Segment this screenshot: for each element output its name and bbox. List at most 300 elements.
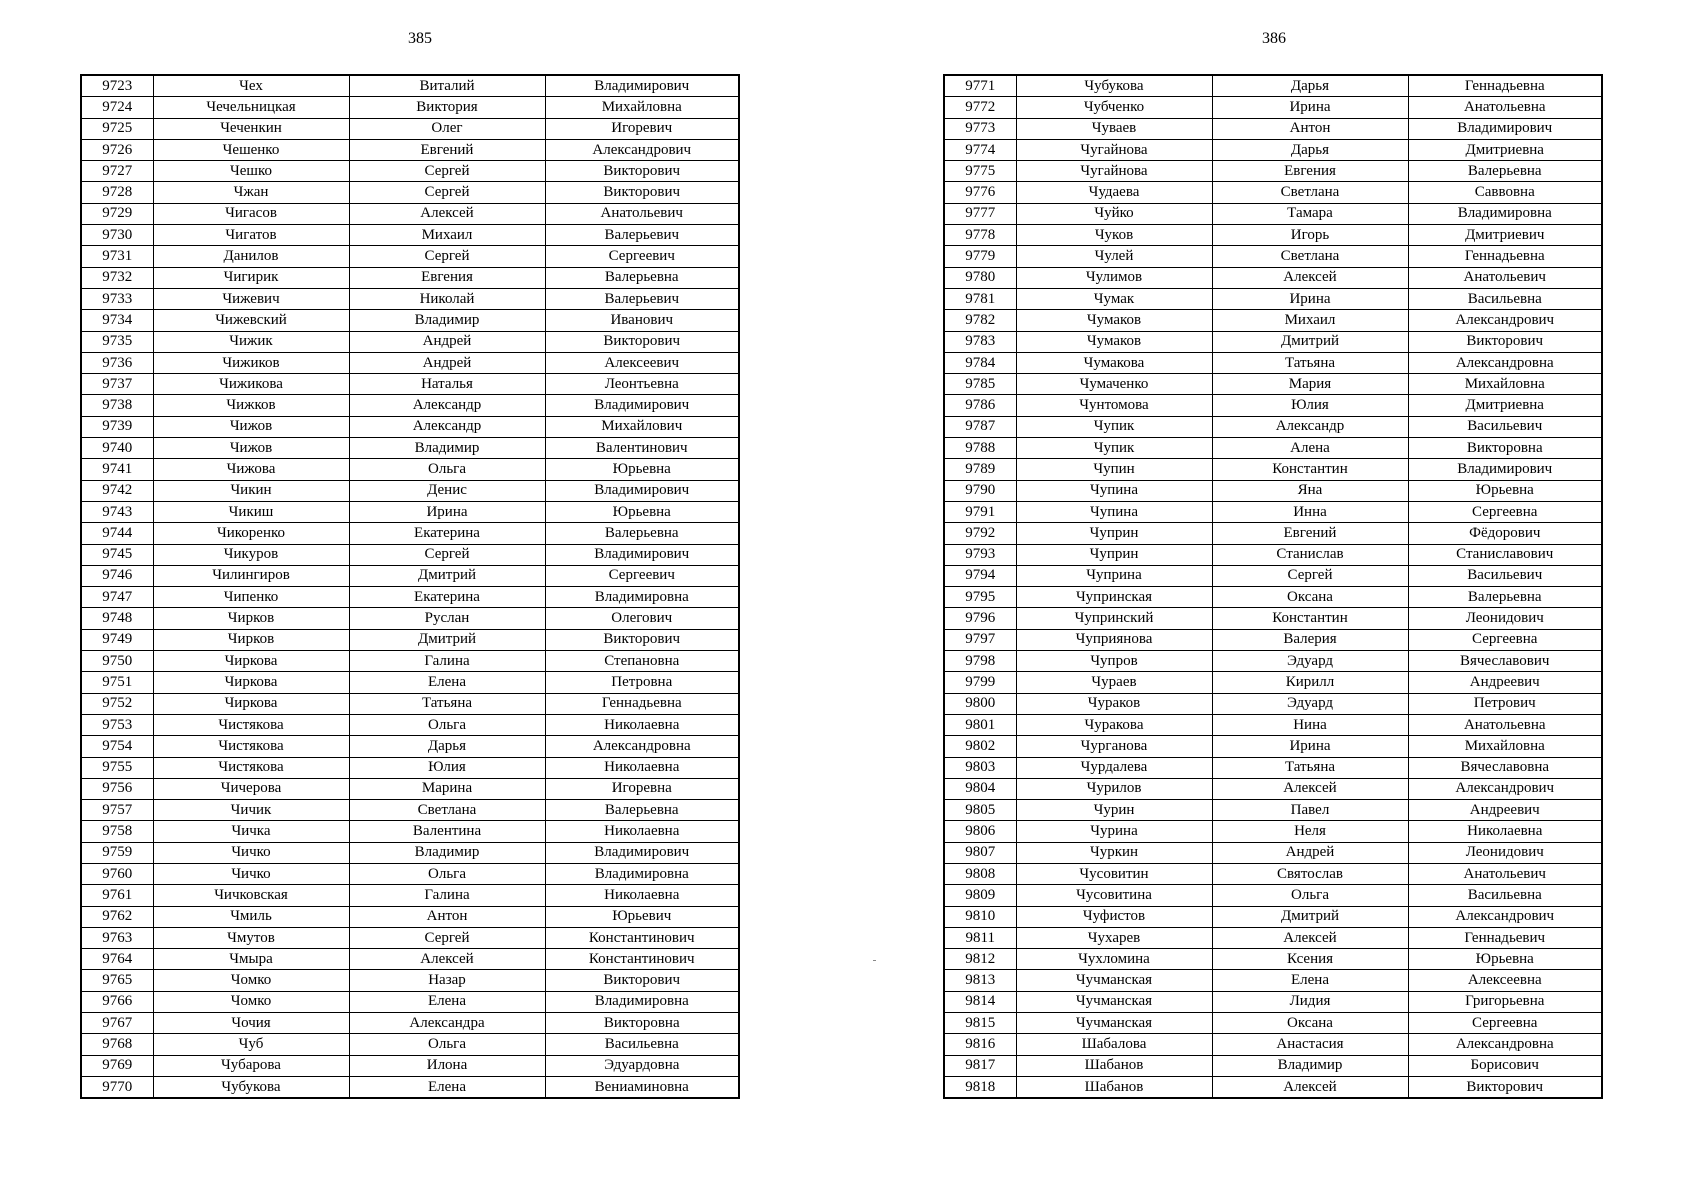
surname-cell: Чикиш bbox=[153, 501, 349, 522]
first-name-cell: Дарья bbox=[1212, 75, 1408, 97]
row-number-cell: 9745 bbox=[81, 544, 153, 565]
table-row bbox=[944, 800, 1602, 821]
row-number-cell: 9727 bbox=[81, 161, 153, 182]
first-name-cell: Елена bbox=[1212, 970, 1408, 991]
patronymic-cell: Викторович bbox=[545, 182, 739, 203]
surname-cell: Чуков bbox=[1016, 225, 1212, 246]
patronymic-cell: Юрьевна bbox=[545, 501, 739, 522]
table-row bbox=[944, 352, 1602, 373]
surname-cell: Чеченкин bbox=[153, 118, 349, 139]
surname-cell: Чубарова bbox=[153, 1055, 349, 1076]
table-row bbox=[81, 438, 739, 459]
row-number-cell: 9737 bbox=[81, 374, 153, 395]
row-number-cell: 9797 bbox=[944, 629, 1016, 650]
row-number-cell: 9741 bbox=[81, 459, 153, 480]
patronymic-cell: Михайловна bbox=[1408, 736, 1602, 757]
surname-cell: Чомко bbox=[153, 991, 349, 1012]
surname-cell: Чичерова bbox=[153, 778, 349, 799]
surname-cell: Чиркова bbox=[153, 672, 349, 693]
patronymic-cell: Степановна bbox=[545, 651, 739, 672]
patronymic-cell: Эдуардовна bbox=[545, 1055, 739, 1076]
table-row bbox=[944, 1013, 1602, 1034]
first-name-cell: Валерия bbox=[1212, 629, 1408, 650]
patronymic-cell: Дмитриевна bbox=[1408, 139, 1602, 160]
row-number-cell: 9790 bbox=[944, 480, 1016, 501]
table-row bbox=[944, 225, 1602, 246]
first-name-cell: Сергей bbox=[349, 927, 545, 948]
table-row bbox=[944, 203, 1602, 224]
first-name-cell: Галина bbox=[349, 651, 545, 672]
surname-cell: Чумаков bbox=[1016, 331, 1212, 352]
first-name-cell: Екатерина bbox=[349, 587, 545, 608]
first-name-cell: Светлана bbox=[349, 800, 545, 821]
table-row bbox=[81, 629, 739, 650]
surname-cell: Чумак bbox=[1016, 288, 1212, 309]
first-name-cell: Алексей bbox=[1212, 778, 1408, 799]
table-row bbox=[81, 75, 739, 97]
patronymic-cell: Сергеевна bbox=[1408, 629, 1602, 650]
patronymic-cell: Алексеевна bbox=[1408, 970, 1602, 991]
patronymic-cell: Алексеевич bbox=[545, 352, 739, 373]
row-number-cell: 9770 bbox=[81, 1076, 153, 1098]
surname-cell: Чичко bbox=[153, 842, 349, 863]
surname-cell: Чочия bbox=[153, 1013, 349, 1034]
patronymic-cell: Игоревич bbox=[545, 118, 739, 139]
patronymic-cell: Вениаминовна bbox=[545, 1076, 739, 1098]
first-name-cell: Ирина bbox=[349, 501, 545, 522]
row-number-cell: 9778 bbox=[944, 225, 1016, 246]
patronymic-cell: Вячеславовна bbox=[1408, 757, 1602, 778]
patronymic-cell: Игоревна bbox=[545, 778, 739, 799]
first-name-cell: Владимир bbox=[349, 438, 545, 459]
patronymic-cell: Константинович bbox=[545, 927, 739, 948]
table-row bbox=[81, 352, 739, 373]
row-number-cell: 9812 bbox=[944, 949, 1016, 970]
row-number-cell: 9795 bbox=[944, 587, 1016, 608]
table-row bbox=[944, 501, 1602, 522]
table-row bbox=[81, 267, 739, 288]
page-number-left: 385 bbox=[408, 30, 432, 47]
table-row bbox=[81, 906, 739, 927]
surname-cell: Чулей bbox=[1016, 246, 1212, 267]
table-row bbox=[81, 1013, 739, 1034]
patronymic-cell: Владимирович bbox=[1408, 118, 1602, 139]
patronymic-cell: Михайловна bbox=[1408, 374, 1602, 395]
first-name-cell: Светлана bbox=[1212, 182, 1408, 203]
row-number-cell: 9747 bbox=[81, 587, 153, 608]
row-number-cell: 9774 bbox=[944, 139, 1016, 160]
row-number-cell: 9732 bbox=[81, 267, 153, 288]
table-row bbox=[944, 885, 1602, 906]
surname-cell: Чупринская bbox=[1016, 587, 1212, 608]
patronymic-cell: Саввовна bbox=[1408, 182, 1602, 203]
first-name-cell: Игорь bbox=[1212, 225, 1408, 246]
table-row bbox=[81, 778, 739, 799]
surname-cell: Чусовитина bbox=[1016, 885, 1212, 906]
first-name-cell: Тамара bbox=[1212, 203, 1408, 224]
row-number-cell: 9738 bbox=[81, 395, 153, 416]
table-row bbox=[944, 75, 1602, 97]
row-number-cell: 9753 bbox=[81, 714, 153, 735]
table-row bbox=[944, 544, 1602, 565]
first-name-cell: Оксана bbox=[1212, 587, 1408, 608]
first-name-cell: Марина bbox=[349, 778, 545, 799]
table-row bbox=[944, 331, 1602, 352]
row-number-cell: 9805 bbox=[944, 800, 1016, 821]
first-name-cell: Евгений bbox=[349, 139, 545, 160]
scan-mark bbox=[873, 960, 876, 961]
row-number-cell: 9760 bbox=[81, 863, 153, 884]
roster-table-left bbox=[80, 74, 740, 1099]
row-number-cell: 9758 bbox=[81, 821, 153, 842]
patronymic-cell: Иванович bbox=[545, 310, 739, 331]
surname-cell: Чижов bbox=[153, 416, 349, 437]
table-row bbox=[944, 288, 1602, 309]
row-number-cell: 9766 bbox=[81, 991, 153, 1012]
first-name-cell: Ирина bbox=[1212, 288, 1408, 309]
first-name-cell: Неля bbox=[1212, 821, 1408, 842]
first-name-cell: Алена bbox=[1212, 438, 1408, 459]
first-name-cell: Константин bbox=[1212, 608, 1408, 629]
first-name-cell: Александр bbox=[1212, 416, 1408, 437]
table-row bbox=[81, 118, 739, 139]
surname-cell: Чуваев bbox=[1016, 118, 1212, 139]
first-name-cell: Дмитрий bbox=[1212, 906, 1408, 927]
row-number-cell: 9803 bbox=[944, 757, 1016, 778]
first-name-cell: Виталий bbox=[349, 75, 545, 97]
first-name-cell: Павел bbox=[1212, 800, 1408, 821]
surname-cell: Чуб bbox=[153, 1034, 349, 1055]
row-number-cell: 9750 bbox=[81, 651, 153, 672]
surname-cell: Чуприн bbox=[1016, 544, 1212, 565]
surname-cell: Чугайнова bbox=[1016, 161, 1212, 182]
first-name-cell: Татьяна bbox=[349, 693, 545, 714]
table-row bbox=[944, 949, 1602, 970]
patronymic-cell: Петровна bbox=[545, 672, 739, 693]
table-row bbox=[944, 757, 1602, 778]
surname-cell: Чурганова bbox=[1016, 736, 1212, 757]
first-name-cell: Ольга bbox=[349, 459, 545, 480]
row-number-cell: 9811 bbox=[944, 927, 1016, 948]
patronymic-cell: Васильевна bbox=[1408, 885, 1602, 906]
patronymic-cell: Михайловна bbox=[545, 97, 739, 118]
patronymic-cell: Валерьевна bbox=[545, 267, 739, 288]
row-number-cell: 9810 bbox=[944, 906, 1016, 927]
surname-cell: Чуприн bbox=[1016, 523, 1212, 544]
patronymic-cell: Сергеевна bbox=[1408, 501, 1602, 522]
table-row bbox=[81, 927, 739, 948]
surname-cell: Чешко bbox=[153, 161, 349, 182]
patronymic-cell: Геннадьевна bbox=[1408, 246, 1602, 267]
table-row bbox=[944, 118, 1602, 139]
row-number-cell: 9813 bbox=[944, 970, 1016, 991]
first-name-cell: Владимир bbox=[349, 310, 545, 331]
patronymic-cell: Викторович bbox=[545, 161, 739, 182]
table-row bbox=[81, 459, 739, 480]
table-row bbox=[944, 1076, 1602, 1098]
table-row bbox=[81, 395, 739, 416]
table-row bbox=[944, 1034, 1602, 1055]
row-number-cell: 9801 bbox=[944, 714, 1016, 735]
first-name-cell: Екатерина bbox=[349, 523, 545, 544]
surname-cell: Чураков bbox=[1016, 693, 1212, 714]
table-row bbox=[944, 906, 1602, 927]
surname-cell: Чурдалева bbox=[1016, 757, 1212, 778]
table-row bbox=[944, 693, 1602, 714]
table-row bbox=[944, 310, 1602, 331]
row-number-cell: 9776 bbox=[944, 182, 1016, 203]
patronymic-cell: Владимирович bbox=[545, 480, 739, 501]
row-number-cell: 9779 bbox=[944, 246, 1016, 267]
surname-cell: Чуприянова bbox=[1016, 629, 1212, 650]
row-number-cell: 9744 bbox=[81, 523, 153, 544]
first-name-cell: Руслан bbox=[349, 608, 545, 629]
patronymic-cell: Григорьевна bbox=[1408, 991, 1602, 1012]
row-number-cell: 9757 bbox=[81, 800, 153, 821]
first-name-cell: Кирилл bbox=[1212, 672, 1408, 693]
table-row bbox=[81, 1076, 739, 1098]
surname-cell: Данилов bbox=[153, 246, 349, 267]
row-number-cell: 9800 bbox=[944, 693, 1016, 714]
patronymic-cell: Анатольевна bbox=[1408, 97, 1602, 118]
row-number-cell: 9814 bbox=[944, 991, 1016, 1012]
table-row bbox=[944, 161, 1602, 182]
patronymic-cell: Николаевна bbox=[1408, 821, 1602, 842]
row-number-cell: 9740 bbox=[81, 438, 153, 459]
row-number-cell: 9806 bbox=[944, 821, 1016, 842]
row-number-cell: 9733 bbox=[81, 288, 153, 309]
patronymic-cell: Владимирович bbox=[545, 544, 739, 565]
table-row bbox=[944, 991, 1602, 1012]
first-name-cell: Светлана bbox=[1212, 246, 1408, 267]
row-number-cell: 9818 bbox=[944, 1076, 1016, 1098]
patronymic-cell: Владимировна bbox=[545, 863, 739, 884]
surname-cell: Чупров bbox=[1016, 651, 1212, 672]
patronymic-cell: Васильевна bbox=[1408, 288, 1602, 309]
first-name-cell: Ирина bbox=[1212, 97, 1408, 118]
first-name-cell: Галина bbox=[349, 885, 545, 906]
first-name-cell: Эдуард bbox=[1212, 693, 1408, 714]
table-row bbox=[81, 991, 739, 1012]
patronymic-cell: Станиславович bbox=[1408, 544, 1602, 565]
surname-cell: Чомко bbox=[153, 970, 349, 991]
surname-cell: Чичковская bbox=[153, 885, 349, 906]
surname-cell: Чуприна bbox=[1016, 565, 1212, 586]
table-row bbox=[81, 1034, 739, 1055]
table-row bbox=[81, 182, 739, 203]
first-name-cell: Александр bbox=[349, 416, 545, 437]
table-row bbox=[81, 246, 739, 267]
table-row bbox=[944, 374, 1602, 395]
first-name-cell: Алексей bbox=[349, 203, 545, 224]
surname-cell: Чуфистов bbox=[1016, 906, 1212, 927]
first-name-cell: Анастасия bbox=[1212, 1034, 1408, 1055]
table-row bbox=[81, 714, 739, 735]
first-name-cell: Татьяна bbox=[1212, 352, 1408, 373]
patronymic-cell: Владимирович bbox=[545, 842, 739, 863]
surname-cell: Чикин bbox=[153, 480, 349, 501]
patronymic-cell: Дмитриевна bbox=[1408, 395, 1602, 416]
surname-cell: Чумаков bbox=[1016, 310, 1212, 331]
surname-cell: Чулимов bbox=[1016, 267, 1212, 288]
first-name-cell: Наталья bbox=[349, 374, 545, 395]
patronymic-cell: Александрович bbox=[1408, 310, 1602, 331]
patronymic-cell: Александровна bbox=[1408, 1034, 1602, 1055]
surname-cell: Чугайнова bbox=[1016, 139, 1212, 160]
table-row bbox=[81, 800, 739, 821]
surname-cell: Чучманская bbox=[1016, 1013, 1212, 1034]
surname-cell: Чижевич bbox=[153, 288, 349, 309]
first-name-cell: Михаил bbox=[1212, 310, 1408, 331]
row-number-cell: 9734 bbox=[81, 310, 153, 331]
surname-cell: Чикоренко bbox=[153, 523, 349, 544]
first-name-cell: Ирина bbox=[1212, 736, 1408, 757]
first-name-cell: Святослав bbox=[1212, 863, 1408, 884]
first-name-cell: Сергей bbox=[349, 544, 545, 565]
surname-cell: Чупик bbox=[1016, 416, 1212, 437]
first-name-cell: Мария bbox=[1212, 374, 1408, 395]
row-number-cell: 9749 bbox=[81, 629, 153, 650]
surname-cell: Чураев bbox=[1016, 672, 1212, 693]
surname-cell: Чусовитин bbox=[1016, 863, 1212, 884]
patronymic-cell: Андреевич bbox=[1408, 800, 1602, 821]
row-number-cell: 9789 bbox=[944, 459, 1016, 480]
roster-table-right bbox=[943, 74, 1603, 1099]
patronymic-cell: Александровна bbox=[1408, 352, 1602, 373]
patronymic-cell: Александровна bbox=[545, 736, 739, 757]
table-row bbox=[944, 736, 1602, 757]
first-name-cell: Алексей bbox=[1212, 267, 1408, 288]
first-name-cell: Ксения bbox=[1212, 949, 1408, 970]
surname-cell: Чилингиров bbox=[153, 565, 349, 586]
patronymic-cell: Валерьевич bbox=[545, 225, 739, 246]
table-row bbox=[81, 288, 739, 309]
first-name-cell: Дмитрий bbox=[349, 565, 545, 586]
patronymic-cell: Викторович bbox=[545, 970, 739, 991]
row-number-cell: 9752 bbox=[81, 693, 153, 714]
table-row bbox=[944, 459, 1602, 480]
surname-cell: Чигасов bbox=[153, 203, 349, 224]
first-name-cell: Елена bbox=[349, 991, 545, 1012]
row-number-cell: 9773 bbox=[944, 118, 1016, 139]
surname-cell: Шабалова bbox=[1016, 1034, 1212, 1055]
table-row bbox=[944, 182, 1602, 203]
first-name-cell: Денис bbox=[349, 480, 545, 501]
patronymic-cell: Вячеславович bbox=[1408, 651, 1602, 672]
table-row bbox=[81, 970, 739, 991]
surname-cell: Чижикова bbox=[153, 374, 349, 395]
patronymic-cell: Александрович bbox=[1408, 906, 1602, 927]
patronymic-cell: Анатольевич bbox=[1408, 267, 1602, 288]
table-row bbox=[944, 927, 1602, 948]
row-number-cell: 9743 bbox=[81, 501, 153, 522]
table-row bbox=[944, 416, 1602, 437]
first-name-cell: Александр bbox=[349, 395, 545, 416]
first-name-cell: Олег bbox=[349, 118, 545, 139]
surname-cell: Чурин bbox=[1016, 800, 1212, 821]
patronymic-cell: Владимировна bbox=[545, 587, 739, 608]
row-number-cell: 9739 bbox=[81, 416, 153, 437]
patronymic-cell: Валерьевна bbox=[545, 523, 739, 544]
patronymic-cell: Викторович bbox=[1408, 331, 1602, 352]
table-row bbox=[81, 672, 739, 693]
table-row bbox=[81, 331, 739, 352]
table-row bbox=[944, 97, 1602, 118]
first-name-cell: Андрей bbox=[349, 331, 545, 352]
surname-cell: Чупик bbox=[1016, 438, 1212, 459]
patronymic-cell: Николаевна bbox=[545, 885, 739, 906]
first-name-cell: Илона bbox=[349, 1055, 545, 1076]
table-row bbox=[81, 821, 739, 842]
row-number-cell: 9771 bbox=[944, 75, 1016, 97]
row-number-cell: 9787 bbox=[944, 416, 1016, 437]
surname-cell: Чудаева bbox=[1016, 182, 1212, 203]
first-name-cell: Юлия bbox=[349, 757, 545, 778]
table-row bbox=[81, 310, 739, 331]
patronymic-cell: Викторович bbox=[1408, 1076, 1602, 1098]
surname-cell: Чижик bbox=[153, 331, 349, 352]
table-row bbox=[944, 672, 1602, 693]
row-number-cell: 9784 bbox=[944, 352, 1016, 373]
table-row bbox=[944, 970, 1602, 991]
first-name-cell: Владимир bbox=[1212, 1055, 1408, 1076]
patronymic-cell: Анатольевна bbox=[1408, 714, 1602, 735]
row-number-cell: 9756 bbox=[81, 778, 153, 799]
patronymic-cell: Анатольевич bbox=[1408, 863, 1602, 884]
row-number-cell: 9780 bbox=[944, 267, 1016, 288]
table-row bbox=[944, 139, 1602, 160]
row-number-cell: 9798 bbox=[944, 651, 1016, 672]
surname-cell: Чупина bbox=[1016, 480, 1212, 501]
table-row bbox=[81, 842, 739, 863]
first-name-cell: Елена bbox=[349, 672, 545, 693]
patronymic-cell: Викторович bbox=[545, 331, 739, 352]
row-number-cell: 9777 bbox=[944, 203, 1016, 224]
first-name-cell: Инна bbox=[1212, 501, 1408, 522]
patronymic-cell: Валерьевич bbox=[545, 288, 739, 309]
surname-cell: Чижова bbox=[153, 459, 349, 480]
table-row bbox=[944, 480, 1602, 501]
first-name-cell: Татьяна bbox=[1212, 757, 1408, 778]
first-name-cell: Дмитрий bbox=[349, 629, 545, 650]
patronymic-cell: Владимирович bbox=[545, 75, 739, 97]
surname-cell: Чупина bbox=[1016, 501, 1212, 522]
table-row bbox=[81, 651, 739, 672]
row-number-cell: 9762 bbox=[81, 906, 153, 927]
surname-cell: Чиркова bbox=[153, 651, 349, 672]
table-row bbox=[81, 757, 739, 778]
patronymic-cell: Геннадьевна bbox=[545, 693, 739, 714]
surname-cell: Чумакова bbox=[1016, 352, 1212, 373]
patronymic-cell: Валерьевна bbox=[1408, 161, 1602, 182]
first-name-cell: Нина bbox=[1212, 714, 1408, 735]
surname-cell: Чирков bbox=[153, 629, 349, 650]
surname-cell: Чижиков bbox=[153, 352, 349, 373]
surname-cell: Чжан bbox=[153, 182, 349, 203]
first-name-cell: Назар bbox=[349, 970, 545, 991]
surname-cell: Шабанов bbox=[1016, 1055, 1212, 1076]
first-name-cell: Дарья bbox=[349, 736, 545, 757]
table-row bbox=[944, 714, 1602, 735]
table-row bbox=[944, 246, 1602, 267]
row-number-cell: 9807 bbox=[944, 842, 1016, 863]
patronymic-cell: Викторовна bbox=[545, 1013, 739, 1034]
patronymic-cell: Викторович bbox=[545, 629, 739, 650]
row-number-cell: 9769 bbox=[81, 1055, 153, 1076]
table-row bbox=[944, 438, 1602, 459]
surname-cell: Чуйко bbox=[1016, 203, 1212, 224]
surname-cell: Чех bbox=[153, 75, 349, 97]
